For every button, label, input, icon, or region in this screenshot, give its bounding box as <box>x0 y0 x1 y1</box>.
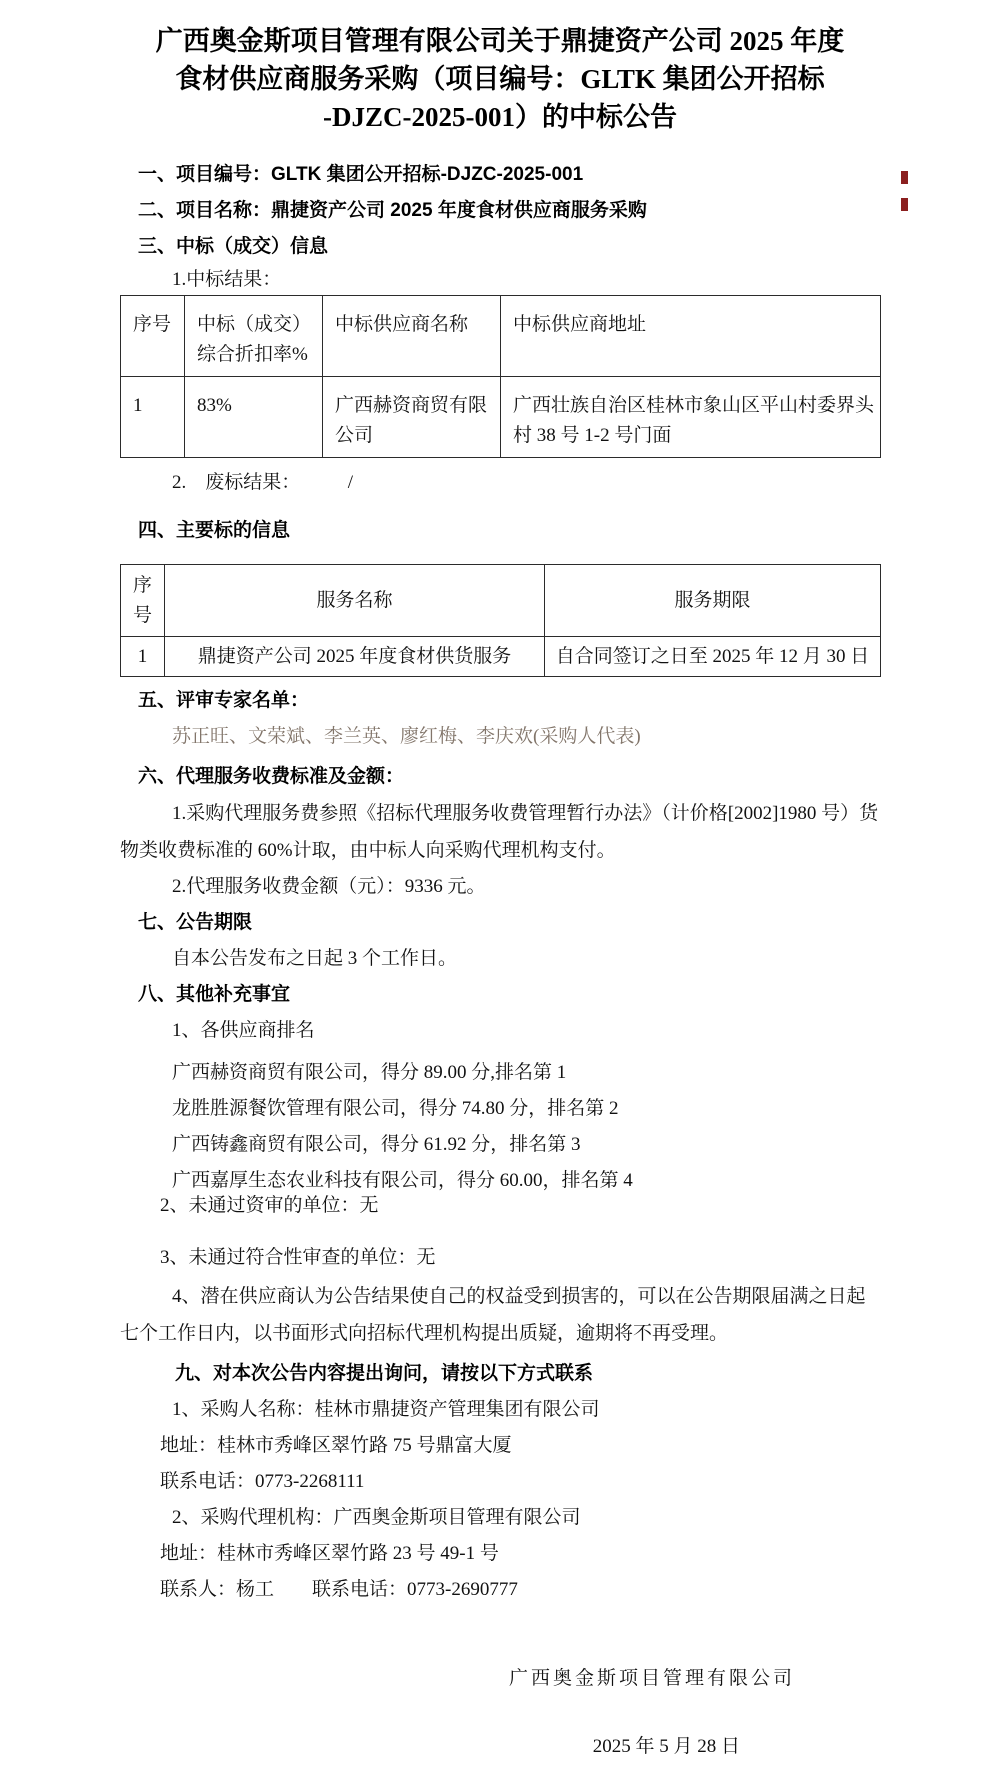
title-line-2: 食材供应商服务采购（项目编号：GLTK 集团公开招标 <box>175 64 825 94</box>
void-result-line: 2. 废标结果： / <box>172 472 354 493</box>
section-3-award-info: 三、中标（成交）信息 <box>138 236 329 257</box>
signature-date: 2025 年 5 月 28 日 <box>592 1736 740 1757</box>
agency-contact-person: 联系人：杨工 联系电话：0773-2690777 <box>160 1579 518 1600</box>
bid-result-label: 1.中标结果： <box>172 269 282 290</box>
col-header-seq: 序号 <box>121 565 165 637</box>
purchaser-name: 1、采购人名称：桂林市鼎捷资产管理集团有限公司 <box>172 1399 600 1420</box>
section-7-notice-period: 七、公告期限 <box>138 912 253 933</box>
supplier-rank-1: 广西赫资商贸有限公司，得分 89.00 分,排名第 1 <box>172 1062 567 1083</box>
supplementary-item-1: 1、各供应商排名 <box>172 1020 315 1041</box>
revision-mark <box>901 171 908 184</box>
agency-name: 2、采购代理机构：广西奥金斯项目管理有限公司 <box>172 1507 581 1528</box>
supplementary-item-2: 2、未通过资审的单位：无 <box>160 1195 379 1216</box>
col-header-service-term: 服务期限 <box>545 565 881 637</box>
cell-service-name: 鼎捷资产公司 2025 年度食材供货服务 <box>165 637 545 677</box>
cell-seq: 1 <box>121 377 185 458</box>
supplier-rank-2: 龙胜胜源餐饮管理有限公司，得分 74.80 分，排名第 2 <box>172 1098 619 1119</box>
table-row <box>121 377 881 458</box>
signature-company: 广西奥金斯项目管理有限公司 <box>508 1668 795 1689</box>
supplementary-item-3: 3、未通过符合性审查的单位：无 <box>160 1247 436 1268</box>
cell-seq: 1 <box>121 637 165 677</box>
purchaser-phone: 联系电话：0773-2268111 <box>160 1471 365 1492</box>
supplier-rank-3: 广西铸鑫商贸有限公司，得分 61.92 分，排名第 3 <box>172 1134 581 1155</box>
cell-supplier-address: 广西壮族自治区桂林市象山区平山村委界头村 38 号 1-2 号门面 <box>501 377 881 458</box>
col-header-supplier-name: 中标供应商名称 <box>323 296 501 377</box>
subject-info-table <box>120 564 881 677</box>
table-row <box>121 637 881 677</box>
cell-supplier-name: 广西赫资商贸有限公司 <box>323 377 501 458</box>
section-8-supplementary: 八、其他补充事宜 <box>138 984 291 1005</box>
title-line-1: 广西奥金斯项目管理有限公司关于鼎捷资产公司 2025 年度 <box>155 26 845 56</box>
agency-address: 地址：桂林市秀峰区翠竹路 23 号 49-1 号 <box>160 1543 499 1564</box>
fee-paragraph-1: 1.采购代理服务费参照《招标代理服务收费管理暂行办法》（计价格[2002]1980 号）货物类收费标准的 60%计取，由中标人向采购代理机构支付。 <box>120 803 879 861</box>
section-2-project-name: 二、项目名称：鼎捷资产公司 2025 年度食材供应商服务采购 <box>138 200 647 221</box>
experts-list: 苏正旺、文荣斌、李兰英、廖红梅、李庆欢(采购人代表) <box>172 726 641 747</box>
section-9-contact: 九、对本次公告内容提出询问，请按以下方式联系 <box>175 1363 594 1384</box>
col-header-discount: 中标（成交）综合折扣率% <box>185 296 323 377</box>
fee-paragraph-2: 2.代理服务收费金额（元）：9336 元。 <box>172 876 486 897</box>
section-6-agency-fee: 六、代理服务收费标准及金额： <box>138 766 405 787</box>
col-header-seq: 序号 <box>121 296 185 377</box>
section-1-project-number: 一、项目编号：GLTK 集团公开招标-DJZC-2025-001 <box>138 164 584 185</box>
table-header-row <box>121 296 881 377</box>
supplementary-item-4: 4、潜在供应商认为公告结果使自己的权益受到损害的，可以在公告期限届满之日起七个工作日内，以书面形式向招标代理机构提出质疑，逾期将不再受理。 <box>120 1286 866 1344</box>
document-title <box>120 22 880 136</box>
purchaser-address: 地址：桂林市秀峰区翠竹路 75 号鼎富大厦 <box>160 1435 512 1456</box>
col-header-supplier-address: 中标供应商地址 <box>501 296 881 377</box>
award-result-table <box>120 295 881 458</box>
notice-period-text: 自本公告发布之日起 3 个工作日。 <box>172 948 458 969</box>
revision-mark <box>901 198 908 211</box>
supplier-rank-4: 广西嘉厚生态农业科技有限公司，得分 60.00，排名第 4 <box>172 1170 633 1191</box>
cell-discount: 83% <box>185 377 323 458</box>
col-header-service-name: 服务名称 <box>165 565 545 637</box>
section-5-experts: 五、评审专家名单： <box>138 690 310 711</box>
title-line-3: -DJZC-2025-001）的中标公告 <box>323 102 677 132</box>
section-4-subject-info: 四、主要标的信息 <box>138 520 291 541</box>
cell-service-term: 自合同签订之日至 2025 年 12 月 30 日 <box>545 637 881 677</box>
table-header-row <box>121 565 881 637</box>
